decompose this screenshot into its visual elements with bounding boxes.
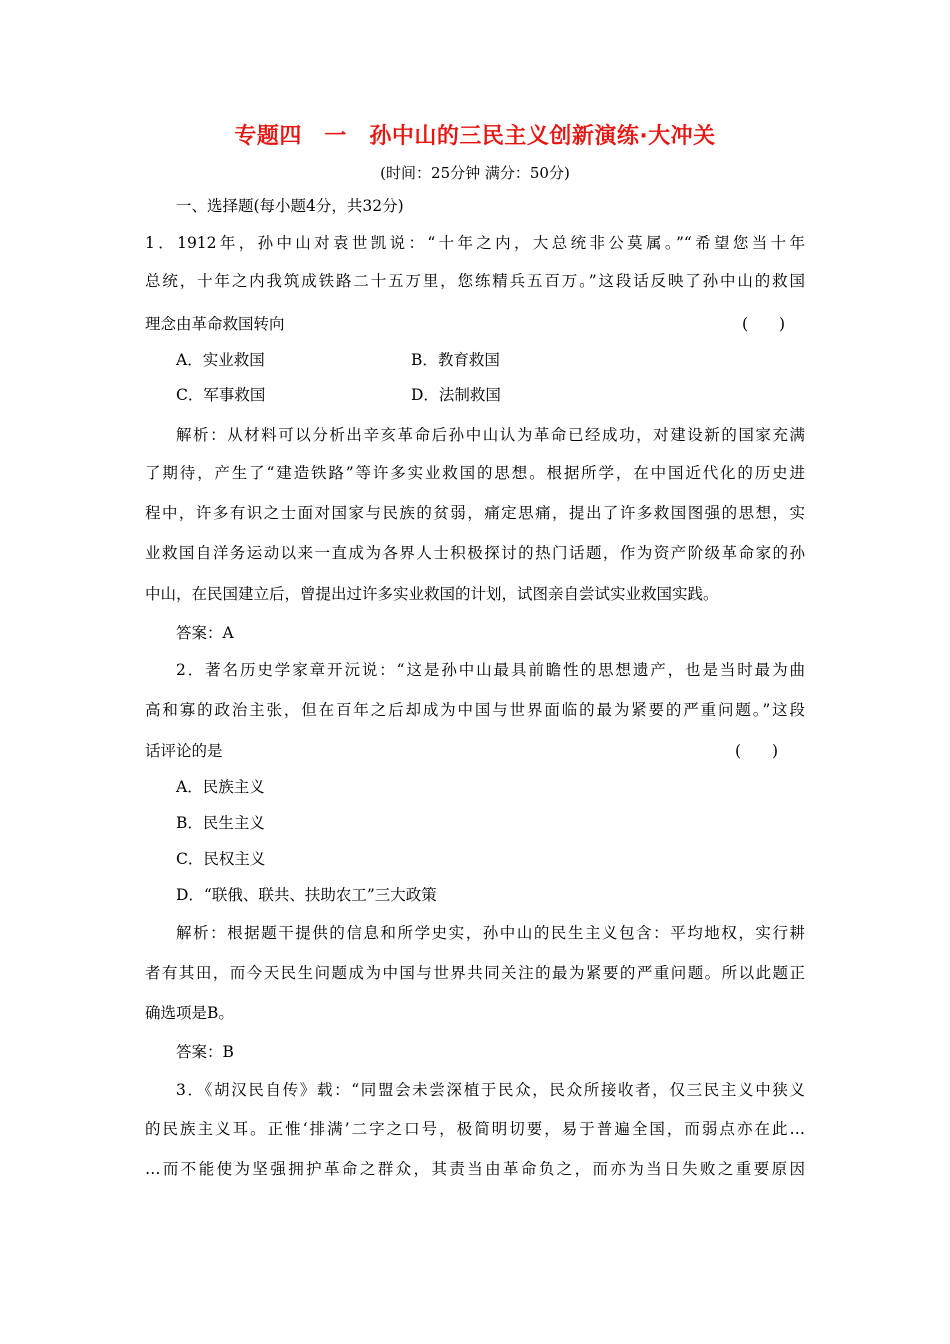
answer-blank: ( ) [735, 742, 779, 760]
question-1-text: 理念由革命救国转向 [145, 315, 285, 333]
option-c: C．军事救国 [176, 386, 266, 404]
option-b: B．民生主义 [176, 814, 265, 832]
exam-time-info: (时间：25分钟 满分：50分) [380, 164, 570, 182]
section-heading: 一、选择题(每小题4分，共32分) [176, 197, 404, 215]
explanation-text: 者有其田，而今天民生问题成为中国与世界共同关注的最为紧要的严重问题。所以此题正 [145, 964, 805, 982]
explanation-text: 业救国自洋务运动以来一直成为各界人士积极探讨的热门话题，作为资产阶级革命家的孙 [145, 544, 805, 562]
option-b: B．教育救国 [411, 351, 500, 369]
question-3-text: 3．《胡汉民自传》载：“同盟会未尝深植于民众，民众所接收者，仅三民主义中狭义 [176, 1081, 805, 1099]
question-3-text: 的民族主义耳。正惟‘排满’二字之口号，极简明切要，易于普遍全国，而弱点亦在此… [145, 1120, 805, 1138]
option-c: C．民权主义 [176, 850, 266, 868]
question-2-text: 话评论的是 [145, 742, 223, 760]
answer-blank: ( ) [742, 315, 786, 333]
question-2-text: 2．著名历史学家章开沅说：“这是孙中山最具前瞻性的思想遗产，也是当时最为曲 [176, 661, 805, 679]
option-d: D．“联俄、联共、扶助农工”三大政策 [176, 886, 437, 904]
explanation-text: 确选项是B。 [145, 1004, 234, 1022]
explanation-text: 程中，许多有识之士面对国家与民族的贫弱，痛定思痛，提出了许多救国图强的思想，实 [145, 504, 805, 522]
question-3-text: …而不能使为坚强拥护革命之群众，其责当由革命负之，而亦为当日失败之重要原因 [145, 1160, 805, 1178]
question-1-text: 1．1912年，孙中山对袁世凯说：“十年之内，大总统非公莫属。”“希望您当十年 [145, 234, 805, 252]
answer-text: 答案：A [176, 624, 234, 642]
explanation-text: 解析：从材料可以分析出辛亥革命后孙中山认为革命已经成功，对建设新的国家充满 [176, 426, 805, 444]
explanation-text: 解析：根据题干提供的信息和所学史实，孙中山的民生主义包含：平均地权，实行耕 [176, 924, 805, 942]
answer-text: 答案：B [176, 1043, 234, 1061]
question-1-text: 总统，十年之内我筑成铁路二十五万里，您练精兵五百万。”这段话反映了孙中山的救国 [145, 272, 805, 290]
option-a: A．民族主义 [176, 778, 265, 796]
option-a: A．实业救国 [176, 351, 265, 369]
explanation-text: 中山，在民国建立后，曾提出过许多实业救国的计划，试图亲自尝试实业救国实践。 [145, 585, 719, 603]
option-d: D．法制救国 [411, 386, 501, 404]
explanation-text: 了期待，产生了“建造铁路”等许多实业救国的思想。根据所学，在中国近代化的历史进 [145, 464, 805, 482]
question-2-text: 高和寡的政治主张，但在百年之后却成为中国与世界面临的最为紧要的严重问题。”这段 [145, 701, 805, 719]
page-title: 专题四 一 孙中山的三民主义创新演练·大冲关 [234, 124, 716, 149]
